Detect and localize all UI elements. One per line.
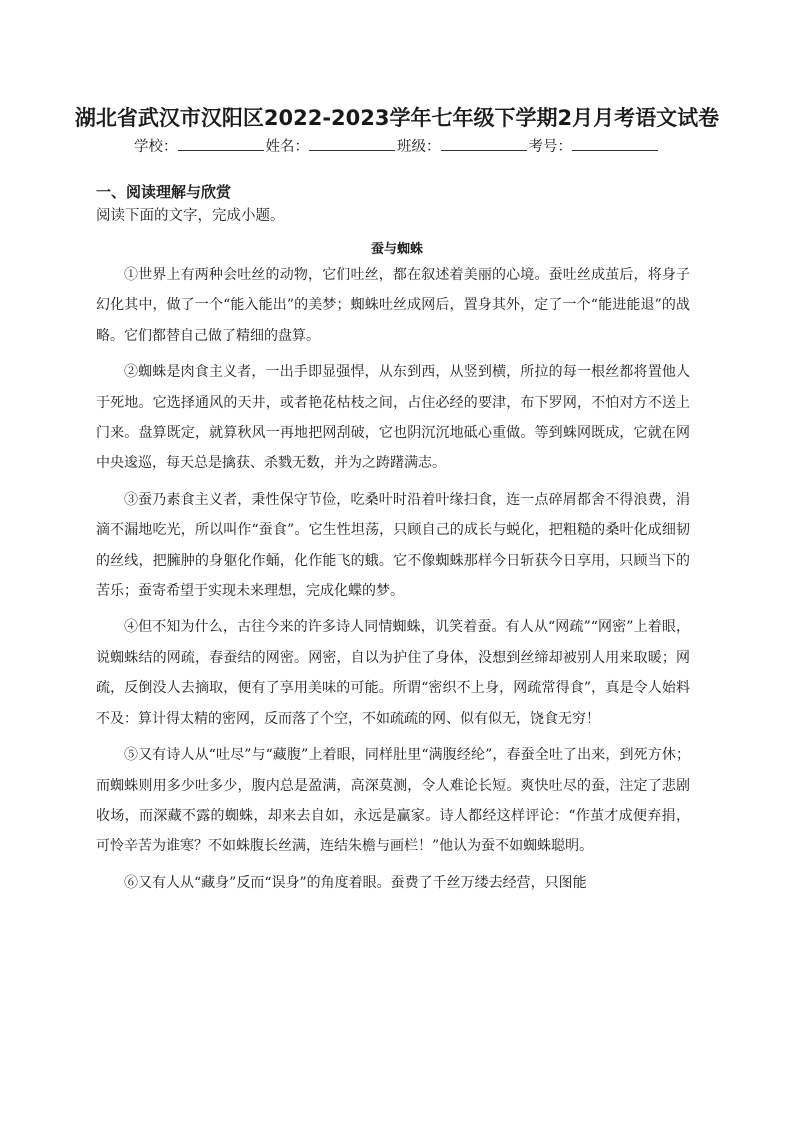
name-blank (309, 136, 395, 151)
student-info-row (0, 135, 794, 156)
school-blank (178, 136, 264, 151)
class-label: 班级： (397, 139, 441, 155)
paragraph-1: ①世界上有两种会吐丝的动物，它们吐丝，都在叙述着美丽的心境。蚕吐丝成茧后，将身子幻化其中，做了一个“能入能出”的美梦；蜘蛛吐丝成网后，置身其外，定了一个“能进能退”的战略。它们都替自己做了精细的盘算。 (96, 267, 690, 344)
instruction-text: 阅读下面的文字，完成小题。 (96, 208, 285, 224)
number-blank (572, 136, 658, 151)
page-title: 湖北省武汉市汉阳区2022-2023学年七年级下学期2月月考语文试卷 (74, 106, 720, 130)
essay-body (96, 260, 690, 904)
paragraph-6: ⑥又有人从“藏身”反而“误身”的角度着眼。蚕费了千丝万缕去经营，只图能 (124, 874, 587, 891)
class-blank (441, 136, 527, 151)
paragraph-2: ②蜘蛛是肉食主义者，一出手即显强悍，从东到西，从竖到横，所拉的每一根丝都将置他人于死地。它选择通风的天井，或者艳花枯枝之间，占住必经的要津，布下罗网，不怕对方不送上门来。盘算既定，就算秋风一再地把网刮破，它也阴沉沉地砥心重做。等到蛛网既成，它就在网中央逡巡，每天总是擒获、杀戮无数，并为之踌躇满志。 (96, 364, 690, 472)
paragraph-4: ④但不知为什么，古往今来的许多诗人同情蜘蛛，讥笑着蚕。有人从“网疏”“网密”上着眼，说蜘蛛结的网疏，春蚕结的网密。网密，自以为护住了身体，没想到丝缔却被别人用来取暖；网疏，反倒没人去摘取，便有了享用美味的可能。所谓“密织不上身，网疏常得食”，真是令人始料不及：算计得太精的密网，反而落了个空，不如疏疏的网、似有似无，饶食无穷！ (96, 619, 690, 727)
paragraph-5: ⑤又有诗人从“吐尽”与“藏腹”上着眼，同样肚里“满腹经纶”，春蚕全吐了出来，到死方休；而蜘蛛则用多少吐多少，腹内总是盈满，高深莫测，令人难论长短。爽快吐尽的蚕，注定了悲剧收场，而深藏不露的蜘蛛，却来去自如，永远是赢家。诗人都经这样评论：“作茧才成便弃捐，可怜辛苦为谁寒？不如蛛腹长丝满，连结朱檐与画栏！”他认为蚕不如蜘蛛聪明。 (96, 747, 690, 855)
section-heading: 一、阅读理解与欣赏 (96, 183, 232, 201)
paragraph-3: ③蚕乃素食主义者，秉性保守节俭，吃桑叶时沿着叶缘扫食，连一点碎屑都舍不得浪费，涓滴不漏地吃光，所以叫作“蚕食”。它生性坦荡，只顾自己的成长与蜕化，把粗糙的桑叶化成细韧的丝线，把臃肿的身躯化作蛹，化作能飞的蛾。它不像蜘蛛那样今日斩获今日享用，只顾当下的苦乐；蚕寄希望于实现未来理想，完成化蝶的梦。 (96, 491, 690, 600)
name-label: 姓名： (265, 139, 309, 155)
school-label: 学校： (134, 139, 178, 155)
number-label: 考号： (528, 139, 572, 155)
essay-title: 蚕与蜘蛛 (370, 242, 423, 257)
